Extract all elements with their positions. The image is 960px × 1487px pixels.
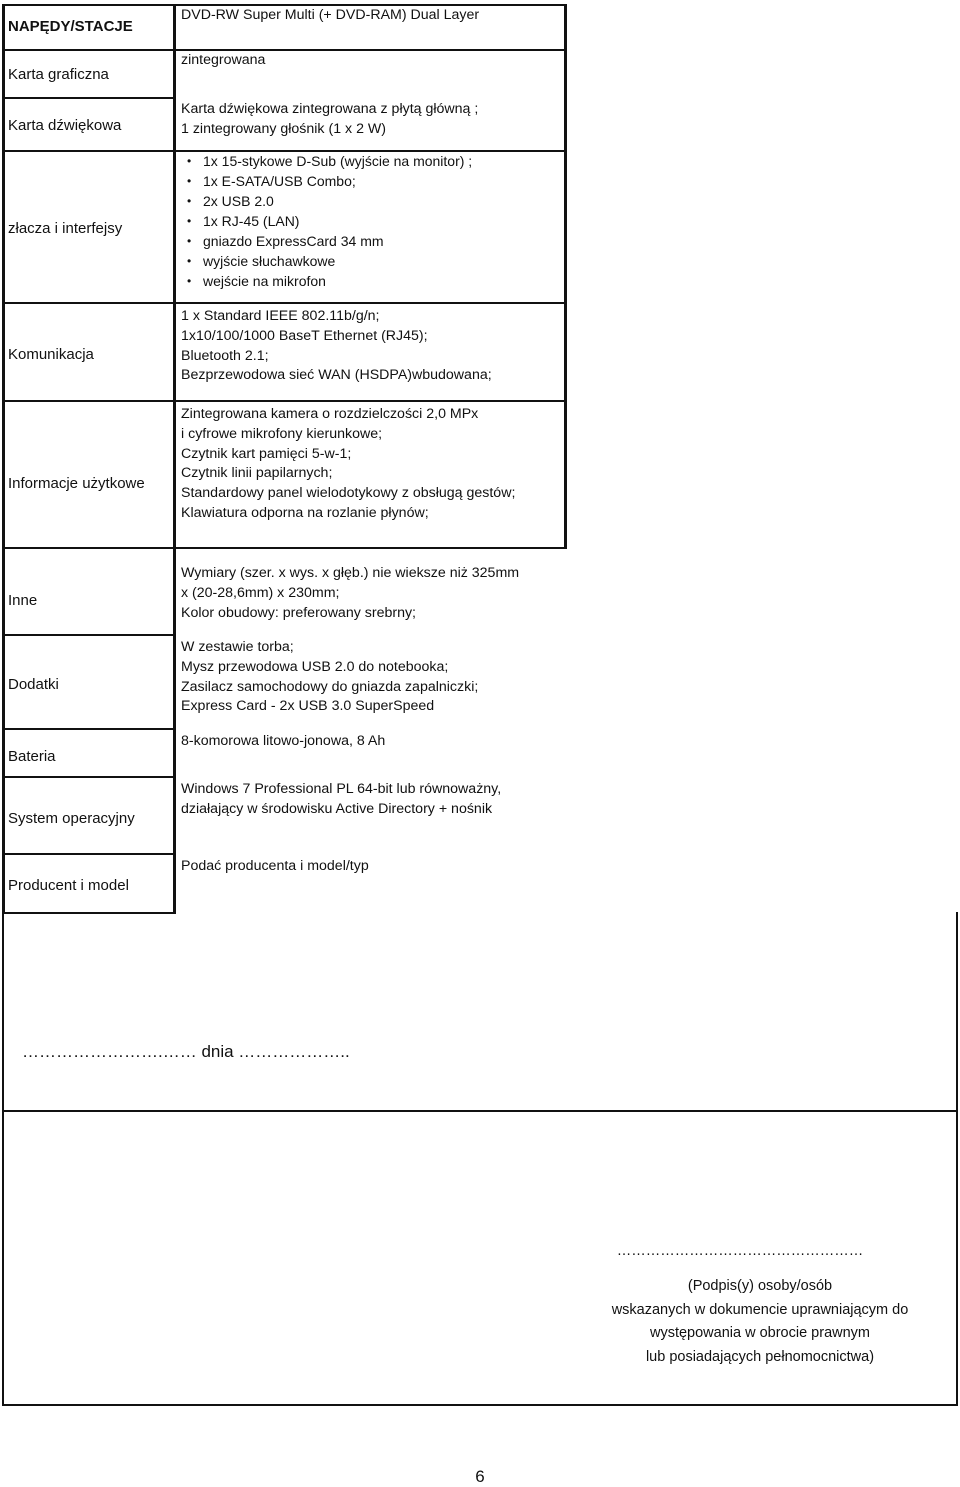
table-right-border-upper: [564, 4, 567, 549]
value-os: Windows 7 Professional PL 64-bit lub równoważny, działający w środowisku Active Directory + nośnik: [181, 781, 502, 817]
row-divider: [2, 302, 567, 304]
row-divider: [2, 400, 567, 402]
list-item: • 1x 15-stykowe D-Sub (wyjście na monitor) ;: [181, 151, 472, 171]
row-divider: [2, 49, 567, 51]
row-label-drives: NAPĘDY/STACJE: [8, 18, 133, 35]
row-divider: [2, 776, 174, 778]
row-label-user-info: Informacje użytkowe: [8, 475, 145, 492]
list-item: • wejście na mikrofon: [181, 271, 472, 291]
list-item: • 2x USB 2.0: [181, 191, 472, 211]
value-other: Wymiary (szer. x wys. x głęb.) nie wieksze niż 325mm x (20-28,6mm) x 230mm; Kolor obudowy: preferowany srebrny;: [181, 565, 520, 621]
value-drives: DVD-RW Super Multi (+ DVD-RAM) Dual Layer: [181, 7, 480, 23]
row-label-sound: Karta dźwiękowa: [8, 117, 122, 134]
signature-caption-line: lub posiadających pełnomocnictwa): [645, 1348, 875, 1365]
value-graphics: zintegrowana: [181, 52, 266, 68]
row-divider: [2, 728, 174, 730]
row-label-graphics: Karta graficzna: [8, 66, 109, 83]
value-producer: Podać producenta i model/typ: [181, 858, 369, 874]
signature-caption-line: występowania w obrocie prawnym: [649, 1325, 870, 1341]
signature-caption: [590, 1275, 930, 1369]
row-label-os: System operacyjny: [8, 810, 135, 827]
list-item: • wyjście słuchawkowe: [181, 251, 472, 271]
value-sound: Karta dźwiękowa zintegrowana z płytą główną ; 1 zintegrowany głośnik (1 x 2 W): [181, 101, 479, 137]
row-label-communication: Komunikacja: [8, 346, 94, 363]
row-divider: [2, 634, 174, 636]
row-divider: [2, 547, 567, 549]
date-line: …………………….…… dnia ………………..: [22, 1042, 350, 1061]
row-label-battery: Bateria: [8, 748, 56, 765]
row-label-producer: Producent i model: [8, 877, 129, 894]
signature-caption-line: wskazanych w dokumencie uprawniającym do: [611, 1301, 909, 1318]
value-battery: 8-komorowa litowo-jonowa, 8 Ah: [181, 733, 386, 749]
row-divider: [2, 853, 174, 855]
page-number: 6: [475, 1467, 485, 1486]
list-item: • 1x E-SATA/USB Combo;: [181, 171, 472, 191]
value-user-info: Zintegrowana kamera o rozdzielczości 2,0 MPx i cyfrowe mikrofony kierunkowe; Czytnik kart pamięci 5-w-1; Czytnik linii papilarnych; Standardowy panel wielodotykowy z obsługą gestów; Klawiatura odporna na rozlanie płynów;: [181, 406, 516, 521]
row-divider: [2, 97, 174, 99]
row-label-extras: Dodatki: [8, 676, 59, 693]
signature-caption-line: (Podpis(y) osoby/osób: [687, 1278, 833, 1294]
value-ports-list: [181, 151, 472, 291]
value-extras: W zestawie torba; Mysz przewodowa USB 2.0 do notebooka; Zasilacz samochodowy do gniazda zapalniczki; Express Card - 2x USB 3.0 SuperSpeed: [181, 639, 479, 715]
date-box: [2, 912, 958, 1112]
row-label-ports: złacza i interfejsy: [8, 220, 123, 237]
list-item: • gniazdo ExpressCard 34 mm: [181, 231, 472, 251]
row-label-other: Inne: [8, 592, 38, 609]
signature-dots: ……………………………………………: [616, 1243, 864, 1259]
list-item: • 1x RJ-45 (LAN): [181, 211, 472, 231]
value-communication: 1 x Standard IEEE 802.11b/g/n; 1x10/100/1000 BaseT Ethernet (RJ45); Bluetooth 2.1; Bezprzewodowa sieć WAN (HSDPA)wbudowana;: [181, 308, 492, 384]
